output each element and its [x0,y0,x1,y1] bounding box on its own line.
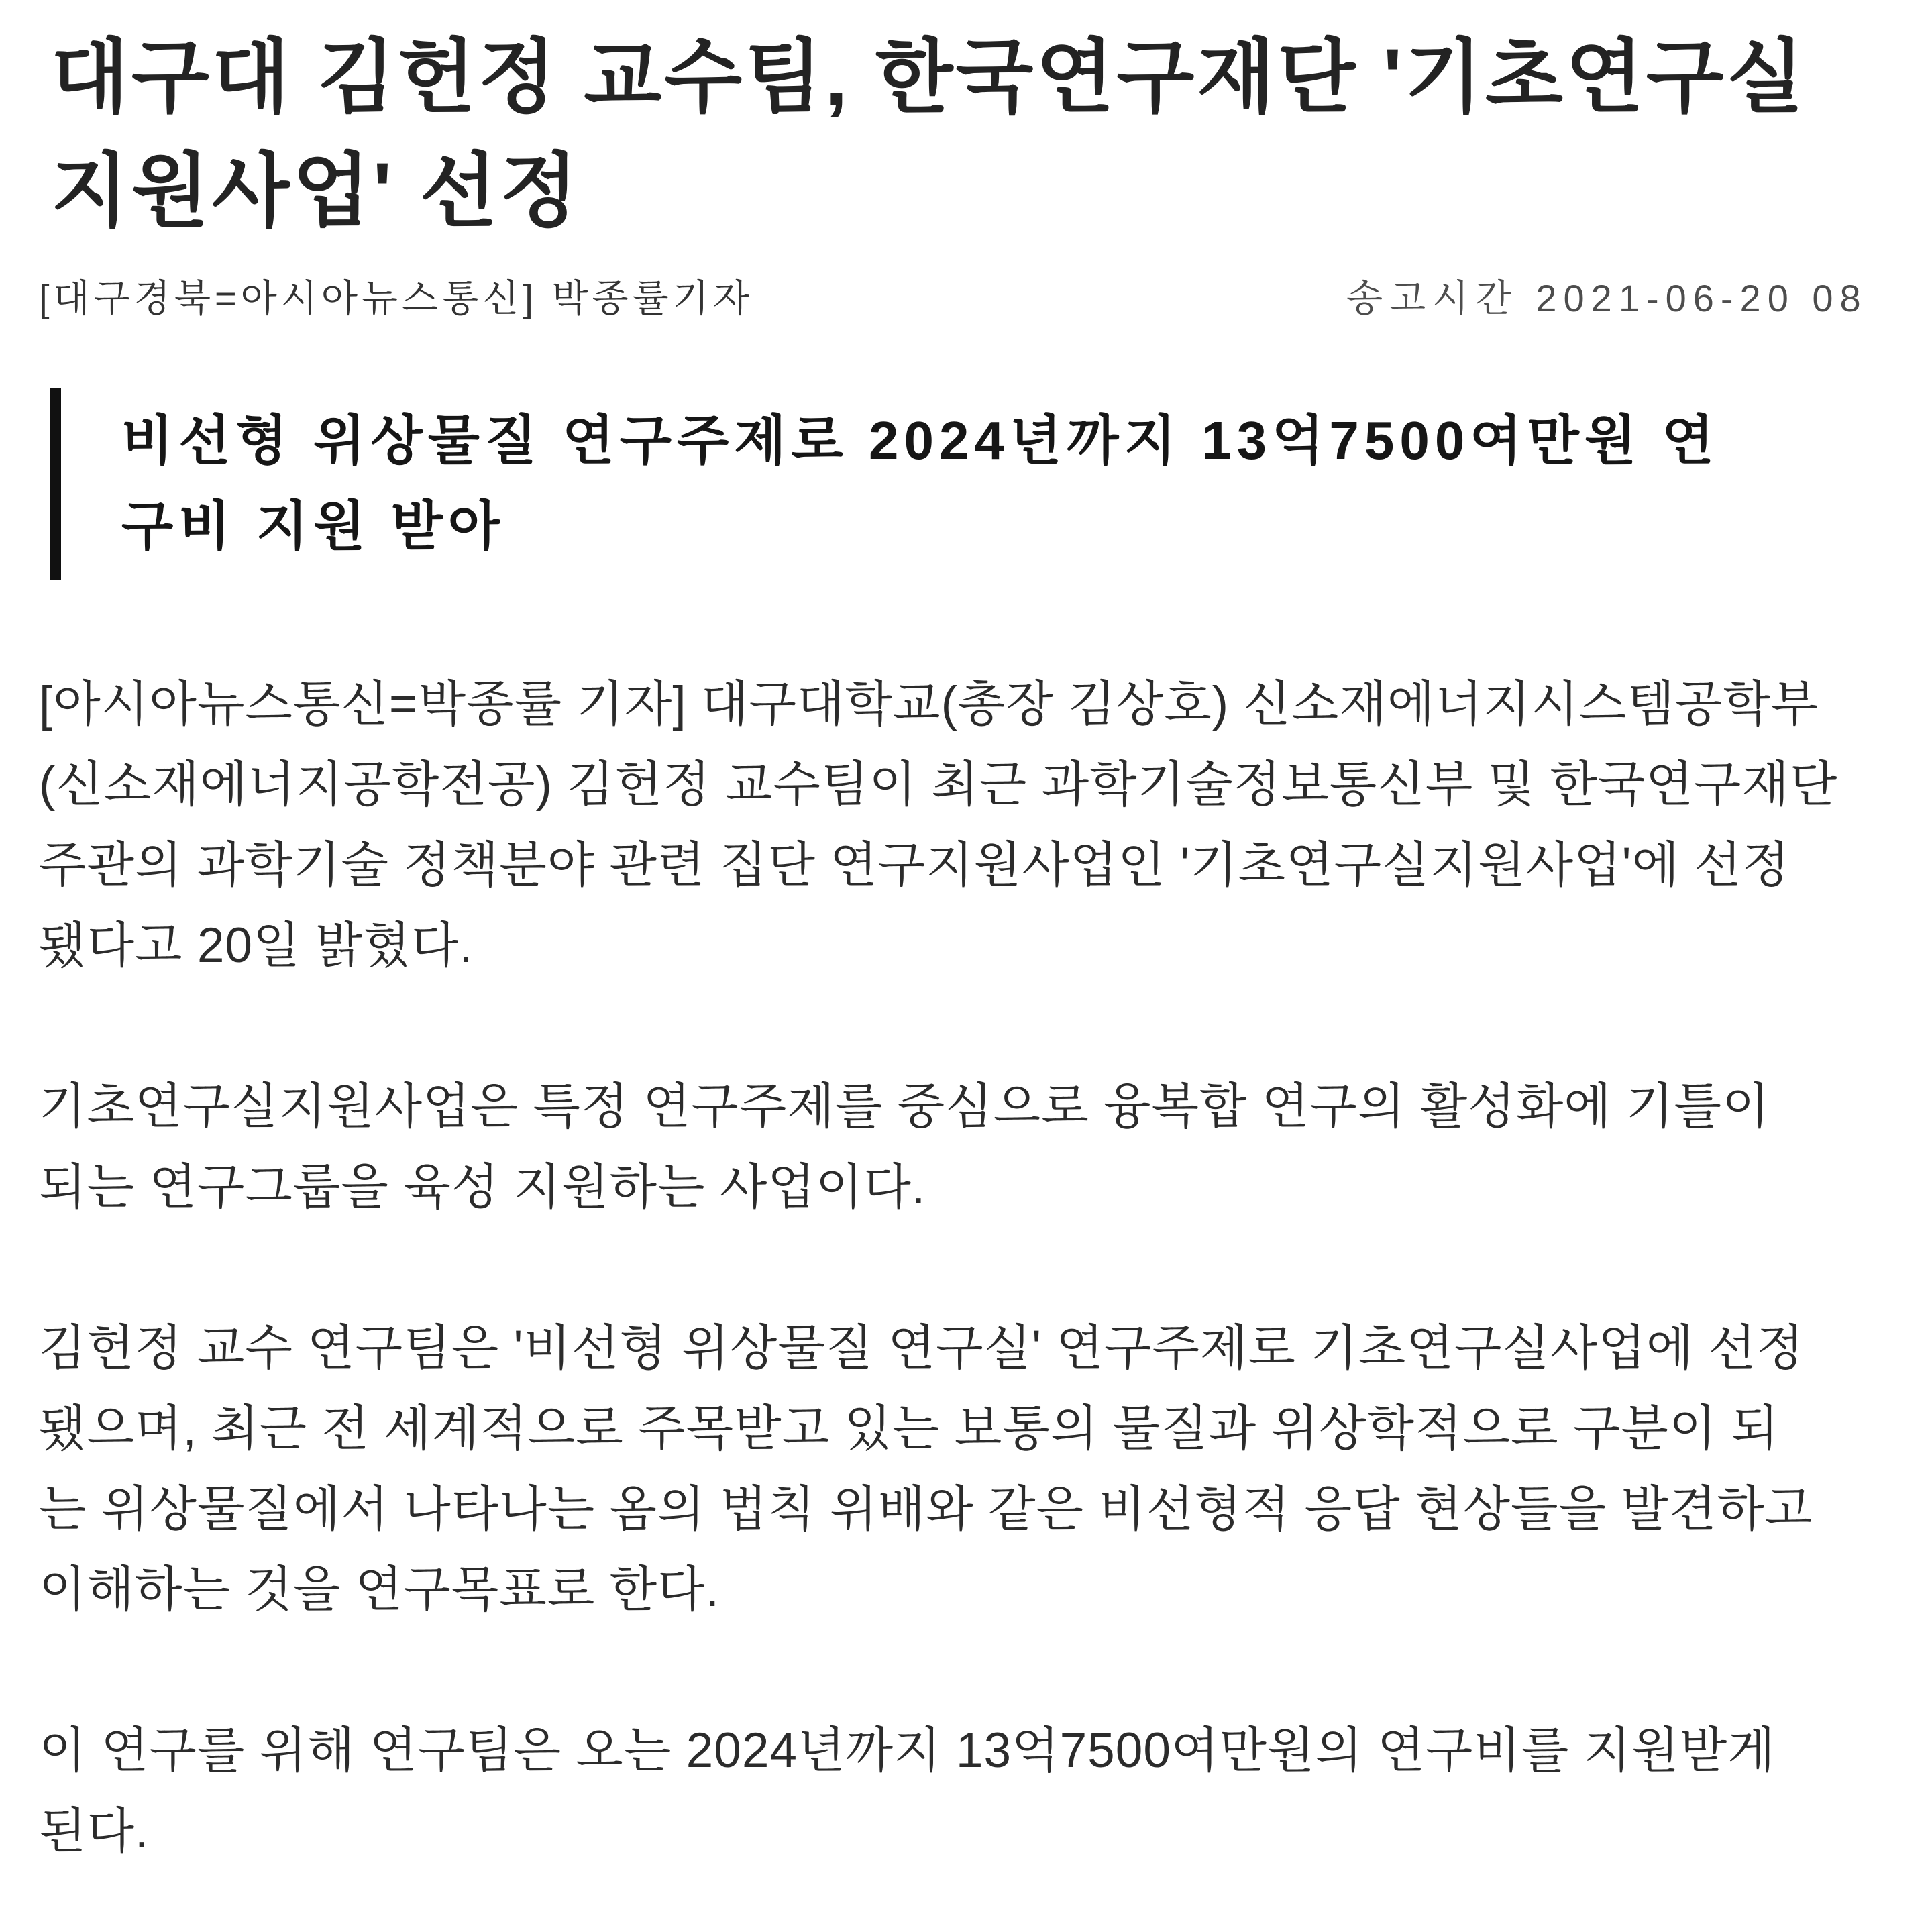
paragraph-4-line-1: 이 연구를 위해 연구팀은 오는 2024년까지 13억7500여만원의 연구비를 지원받게 [39,1723,1776,1778]
highlight-quote-line-1: 비선형 위상물질 연구주제로 2024년까지 13억7500여만원 연 [121,411,1719,470]
paragraph-3-line-3: 는 위상물질에서 나타나는 옴의 법칙 위배와 같은 비선형적 응답 현상들을 발견하고 [39,1482,1813,1536]
publish-time-label: 송고시간 [1346,277,1519,319]
paragraph-3-line-1: 김헌정 교수 연구팀은 '비선형 위상물질 연구실' 연구주제로 기초연구실사업에 선정 [39,1321,1805,1375]
paragraph-3 [39,1308,1932,1630]
byline: [대구경북=아시아뉴스통신] 박종률기자 [39,277,753,319]
highlight-quote [50,388,1932,580]
paragraph-4 [39,1711,1932,1872]
meta-row [39,274,1932,323]
highlight-quote-line-2: 구비 지원 받아 [121,496,506,556]
article-body [39,664,1932,1872]
paragraph-2-line-1: 기초연구실지원사업은 특정 연구주제를 중심으로 융복합 연구의 활성화에 기틀이 [39,1079,1770,1134]
paragraph-3-line-2: 됐으며, 최근 전 세계적으로 주목받고 있는 보통의 물질과 위상학적으로 구분이 되 [39,1401,1780,1456]
paragraph-1 [39,664,1932,986]
article-title [51,20,1932,248]
paragraph-1-line-1: [아시아뉴스통신=박종률 기자] 대구대학교(총장 김상호) 신소재에너지시스템공학부 [39,677,1819,731]
paragraph-1-line-3: 주관의 과학기술 정책분야 관련 집단 연구지원사업인 '기초연구실지원사업'에 선정 [39,838,1790,892]
paragraph-2-line-2: 되는 연구그룹을 육성 지원하는 사업이다. [39,1160,926,1214]
paragraph-2 [39,1067,1932,1228]
paragraph-4-line-2: 된다. [39,1804,150,1858]
paragraph-1-line-4: 됐다고 20일 밝혔다. [39,918,474,973]
publish-time-value: 2021-06-20 08 [1536,277,1868,319]
paragraph-3-line-4: 이해하는 것을 연구목표로 한다. [39,1562,720,1617]
publish-time [1346,274,1868,323]
article-title-line-2: 지원사업' 선정 [51,146,581,236]
paragraph-1-line-2: (신소재에너지공학전공) 김헌정 교수팀이 최근 과학기술정보통신부 및 한국연구재단 [39,757,1838,812]
article-title-line-1: 대구대 김헌정 교수팀, 한국연구재단 '기초연구실 [51,32,1807,122]
